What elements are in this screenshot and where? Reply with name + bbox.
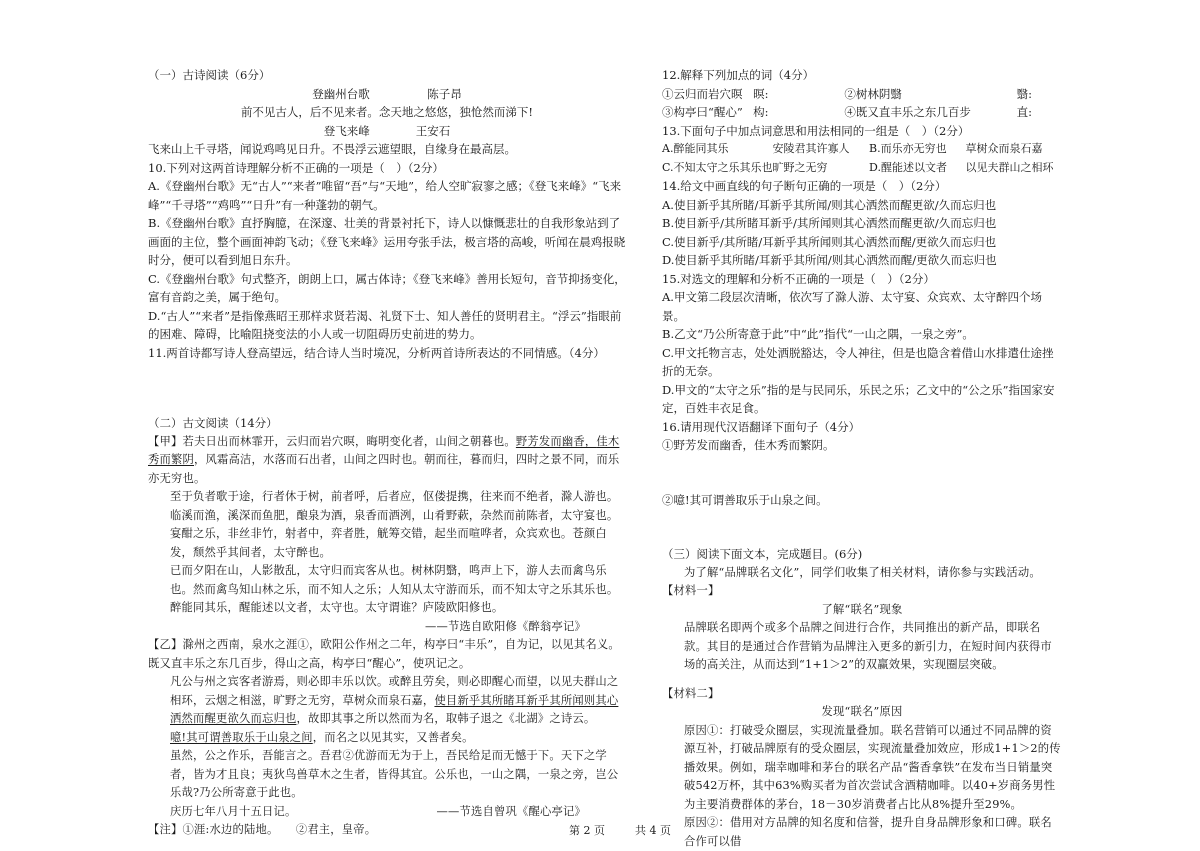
q10-option-b: B.《登幽州台歌》直抒胸臆，在深邃、壮美的背景衬托下，诗人以慷慨悲壮的自我形象站到了画面的主位，整个画面神韵飞动；《登飞来峰》运用夸张手法，极言塔的高峻，听闻在晨鸡报晓时分，便可以看到旭日东升。 xyxy=(148,214,626,270)
yi-paragraph-1: 【乙】滁州之西南，泉水之涯①，欧阳公作州之二年，构亭曰“丰乐”，自为记，以见其名义。既又直丰乐之东几百步，得山之高，构亭曰“醒心”，使巩记之。 xyxy=(148,636,626,673)
q15-option-c: C.甲文托物言志，处处洒脱豁达，令人神往，但是也隐含着借山水排遣仕途挫折的无奈。 xyxy=(662,344,1062,381)
q15-option-b: B.乙文“乃公所寄意于此”中“此”指代“一山之隅，一泉之旁”。 xyxy=(662,325,1062,344)
q10-option-a: A.《登幽州台歌》无“古人”“来者”唯留“吾”与“天地”，给人空旷寂寥之感；《登飞来峰》“飞来峰”“千寻塔”“鸡鸣”“日升”有一种蓬勃的朝气。 xyxy=(148,177,626,214)
yi-source: ——节选自曾巩《醒心亭记》 xyxy=(437,803,586,822)
yi-paragraph-4: 虽然，公之作乐，吾能言之。吾君②优游而无为于上，吾民给足而无憾于下。天下之学者，皆为才且良；夷狄鸟兽草木之生者，皆得其宜。公乐也，一山之隅，一泉之旁，岂公乐哉?乃公所寄意于此也。 xyxy=(148,747,626,803)
material2-title: 发现“联名”原因 xyxy=(662,703,1062,722)
question-15: 15.对选文的理解和分析不正确的一项是（ ）（2分） xyxy=(662,270,1062,289)
question-14: 14.给文中画直线的句子断句正确的一项是（ ）（2分） xyxy=(662,177,1062,196)
page-total: 共 4 页 xyxy=(635,822,671,841)
q12-item-3-key: 构: xyxy=(753,103,844,122)
material1-label: 【材料一】 xyxy=(662,582,1062,601)
section3-intro: 为了解“品牌联名文化”，同学们收集了相关材料，请你参与实践活动。 xyxy=(662,564,1062,583)
q16-sentence-1: ①野芳发而幽香，佳木秀而繁阴。 xyxy=(662,436,1062,455)
yi-underline-3: 噫!其可谓善取乐于山泉之间 xyxy=(170,731,313,744)
poem2-title: 登飞来峰 王安石 xyxy=(148,122,626,141)
yi-p3-text: ，而名之以见其实，又善者矣。 xyxy=(313,731,474,744)
question-10: 10.下列对这两首诗理解分析不正确的一项是（ ）（2分） xyxy=(148,159,626,178)
jia-p1-text: 【甲】若夫日出而林霏开，云归而岩穴暝，晦明变化者，山间之朝暮也。 xyxy=(148,435,516,448)
section3-material xyxy=(662,564,1062,851)
q13-a: A.醉能同其乐 xyxy=(662,140,773,159)
passage-jia xyxy=(148,433,626,840)
jia-underline-2: 佳木秀而繁阴 xyxy=(148,435,619,467)
q12-item-1-key: 暝: xyxy=(753,85,844,104)
q13-b2: 草树众而泉石嘉 xyxy=(966,140,1063,159)
jia-source: ——节选自欧阳修《醉翁亭记》 xyxy=(148,618,626,637)
q15-option-d: D.甲文的“太守之乐”指的是与民同乐，乐民之乐；乙文中的“公之乐”指国家安定，百姓丰衣足食。 xyxy=(662,381,1062,418)
material1-body: 品牌联名即两个或多个品牌之间进行合作，共同推出的新产品，即联名款。其目的是通过合作营销为品牌注入更多的新引力，在短时间内获得市场的高关注，从而达到“1+1＞2”的双赢效果，实现圈层突破。 xyxy=(662,619,1062,675)
q14-option-d: D.使目新乎其所睹/耳新乎其所闻/则其心洒然而醒/更欲久而忘归也 xyxy=(662,251,1062,270)
section1-title: （一）古诗阅读（6分） xyxy=(148,66,626,85)
answer-space-16-2 xyxy=(662,509,1062,545)
q16-sentence-2: ②噫!其可谓善取乐于山泉之间。 xyxy=(662,491,1062,510)
material2-reason-1: 原因①：打破受众圈层，实现流量叠加。联名营销可以通过不同品牌的资源互补，打破品牌原有的受众圈层，实现流量叠加效应，形成1+1＞2的传播效果。例如，瑞幸咖啡和茅台的联名产品“酱香拿铁”在发布当日销量突破542万杯，其中63%购买者为首次尝试含酒精咖啡。以40+岁商务男性为主要消费群体的茅台，18－30岁消费者占比从8%提升至29%。 xyxy=(662,722,1062,815)
q13-c: C.不知太守之乐其乐也 xyxy=(662,159,773,178)
q12-item-2: ②树林阴翳 xyxy=(844,85,971,104)
jia-paragraph-1 xyxy=(148,433,626,489)
material2-reason-2: 原因②：借用对方品牌的知名度和信誉，提升自身品牌形象和口碑。联名合作可以借 xyxy=(662,814,1062,851)
answer-space-16-1 xyxy=(662,455,1062,491)
q12-item-4-key: 直: xyxy=(971,103,1062,122)
q12-item-4: ④既又直丰乐之东几百步 xyxy=(844,103,971,122)
q12-items xyxy=(662,85,1062,122)
yi-date: 庆历七年八月十五日记。 xyxy=(170,803,296,822)
q13-b: B.而乐亦无穷也 xyxy=(869,140,965,159)
q12-item-2-key: 翳: xyxy=(971,85,1062,104)
q13-c2: 旷野之无穷 xyxy=(773,159,869,178)
yi-p2-text-2: ，故即其事之所以然而为名，取韩子退之《北湖》之诗云。 xyxy=(296,712,595,725)
poem1-title: 登幽州台歌 陈子昂 xyxy=(148,85,626,104)
jia-paragraph-3: 已而夕阳在山，人影散乱，太守归而宾客从也。树林阴翳，鸣声上下，游人去而禽鸟乐也。然而禽鸟知山林之乐，而不知人之乐；人知从太守游而乐，而不知太守之乐其乐也。醉能同其乐，醒能述以文者，太守也。太守谓谁？庐陵欧阳修也。 xyxy=(148,562,626,618)
q14-option-a: A.使目新乎其所睹/耳新乎其所闻/则其心洒然而醒更欲/久而忘归也 xyxy=(662,196,1062,215)
question-12: 12.解释下列加点的词（4分） xyxy=(662,66,1062,85)
question-16: 16.请用现代汉语翻译下面句子（4分） xyxy=(662,418,1062,437)
section3-title: （三）阅读下面文本，完成题目。(6分) xyxy=(662,545,1062,564)
material2-label: 【材料二】 xyxy=(662,685,1062,704)
q14-option-b: B.使目新乎/其所睹耳新乎/其所闻则其心洒然而醒更欲/久而忘归也 xyxy=(662,214,1062,233)
jia-paragraph-2: 至于负者歌于途，行者休于树，前者呼，后者应，伛偻提携，往来而不绝者，滁人游也。临溪而渔，溪深而鱼肥，酿泉为酒，泉香而酒洌，山肴野蔌，杂然而前陈者，太守宴也。宴酣之乐，非丝非竹，射者中，弈者胜，觥筹交错，起坐而喧哗者，众宾欢也。苍颜白发，颓然乎其间者，太守醉也。 xyxy=(148,488,626,562)
section2-title: （二）古文阅读（14分） xyxy=(148,414,626,433)
page-number: 第 2 页 xyxy=(569,822,605,841)
q13-d: D.醒能述以文者 xyxy=(869,159,965,178)
answer-space xyxy=(148,362,626,398)
q12-item-1: ①云归而岩穴暝 xyxy=(662,85,753,104)
left-column xyxy=(148,66,626,840)
question-11: 11.两首诗都写诗人登高望远，结合诗人当时境况，分析两首诗所表达的不同情感。（4分） xyxy=(148,344,626,363)
jia-underline-1: 野芳发而幽香， xyxy=(516,435,596,448)
q12-item-3: ③构亭曰“醒心” xyxy=(662,103,753,122)
question-13: 13.下面句子中加点词意思和用法相同的一组是（ ）（2分） xyxy=(662,122,1062,141)
q13-d2: 以见夫群山之相环 xyxy=(966,159,1063,178)
poem2-body: 飞来山上千寻塔，闻说鸡鸣见日升。不畏浮云遮望眼，自缘身在最高层。 xyxy=(148,140,626,159)
yi-date-source xyxy=(148,803,626,822)
q13-options xyxy=(662,140,1062,177)
yi-p2-text: 凡公与州之宾客者游焉，则必即丰乐以饮。或醉且劳矣，则必即醒心而望，以见夫群山之相环，云烟之相滋，旷野之无穷，草树众而泉石嘉， xyxy=(170,675,618,707)
q15-option-a: A.甲文第二段层次清晰，依次写了滁人游、太守宴、众宾欢、太守醉四个场景。 xyxy=(662,288,1062,325)
yi-underline-sentence: 使目新乎其所睹耳新乎其所闻则其心洒然而醒更欲久而忘归也 xyxy=(170,694,618,726)
poem1-body: 前不见古人，后不见来者。念天地之悠悠，独怆然而涕下! xyxy=(148,103,626,122)
right-column xyxy=(662,66,1062,851)
notes: 【注】①涯:水边的陆地。 ②君主，皇帝。 xyxy=(148,821,626,840)
page-footer xyxy=(540,822,700,841)
q10-option-c: C.《登幽州台歌》句式整齐，朗朗上口，属古体诗；《登飞来峰》善用长短句，音节抑扬变化，富有音韵之美，属于绝句。 xyxy=(148,270,626,307)
material1-title: 了解“联名”现象 xyxy=(662,601,1062,620)
q10-option-d: D.“古人”“来者”是指像燕昭王那样求贤若渴、礼贤下士、知人善任的贤明君主。“浮云”指眼前的困难、障碍，比喻阻挠变法的小人或一切阻碍历史前进的势力。 xyxy=(148,307,626,344)
yi-paragraph-2 xyxy=(148,673,626,729)
jia-p1-text-2: ，风霜高洁，水落而石出者，山间之四时也。朝而往，暮而归，四时之景不同，而乐亦无穷也。 xyxy=(148,453,619,485)
q14-option-c: C.使目新乎/其所睹/耳新乎其所闻则其心洒然而醒/更欲久而忘归也 xyxy=(662,233,1062,252)
q13-a2: 安陵君其许寡人 xyxy=(773,140,869,159)
yi-paragraph-3 xyxy=(148,729,626,748)
